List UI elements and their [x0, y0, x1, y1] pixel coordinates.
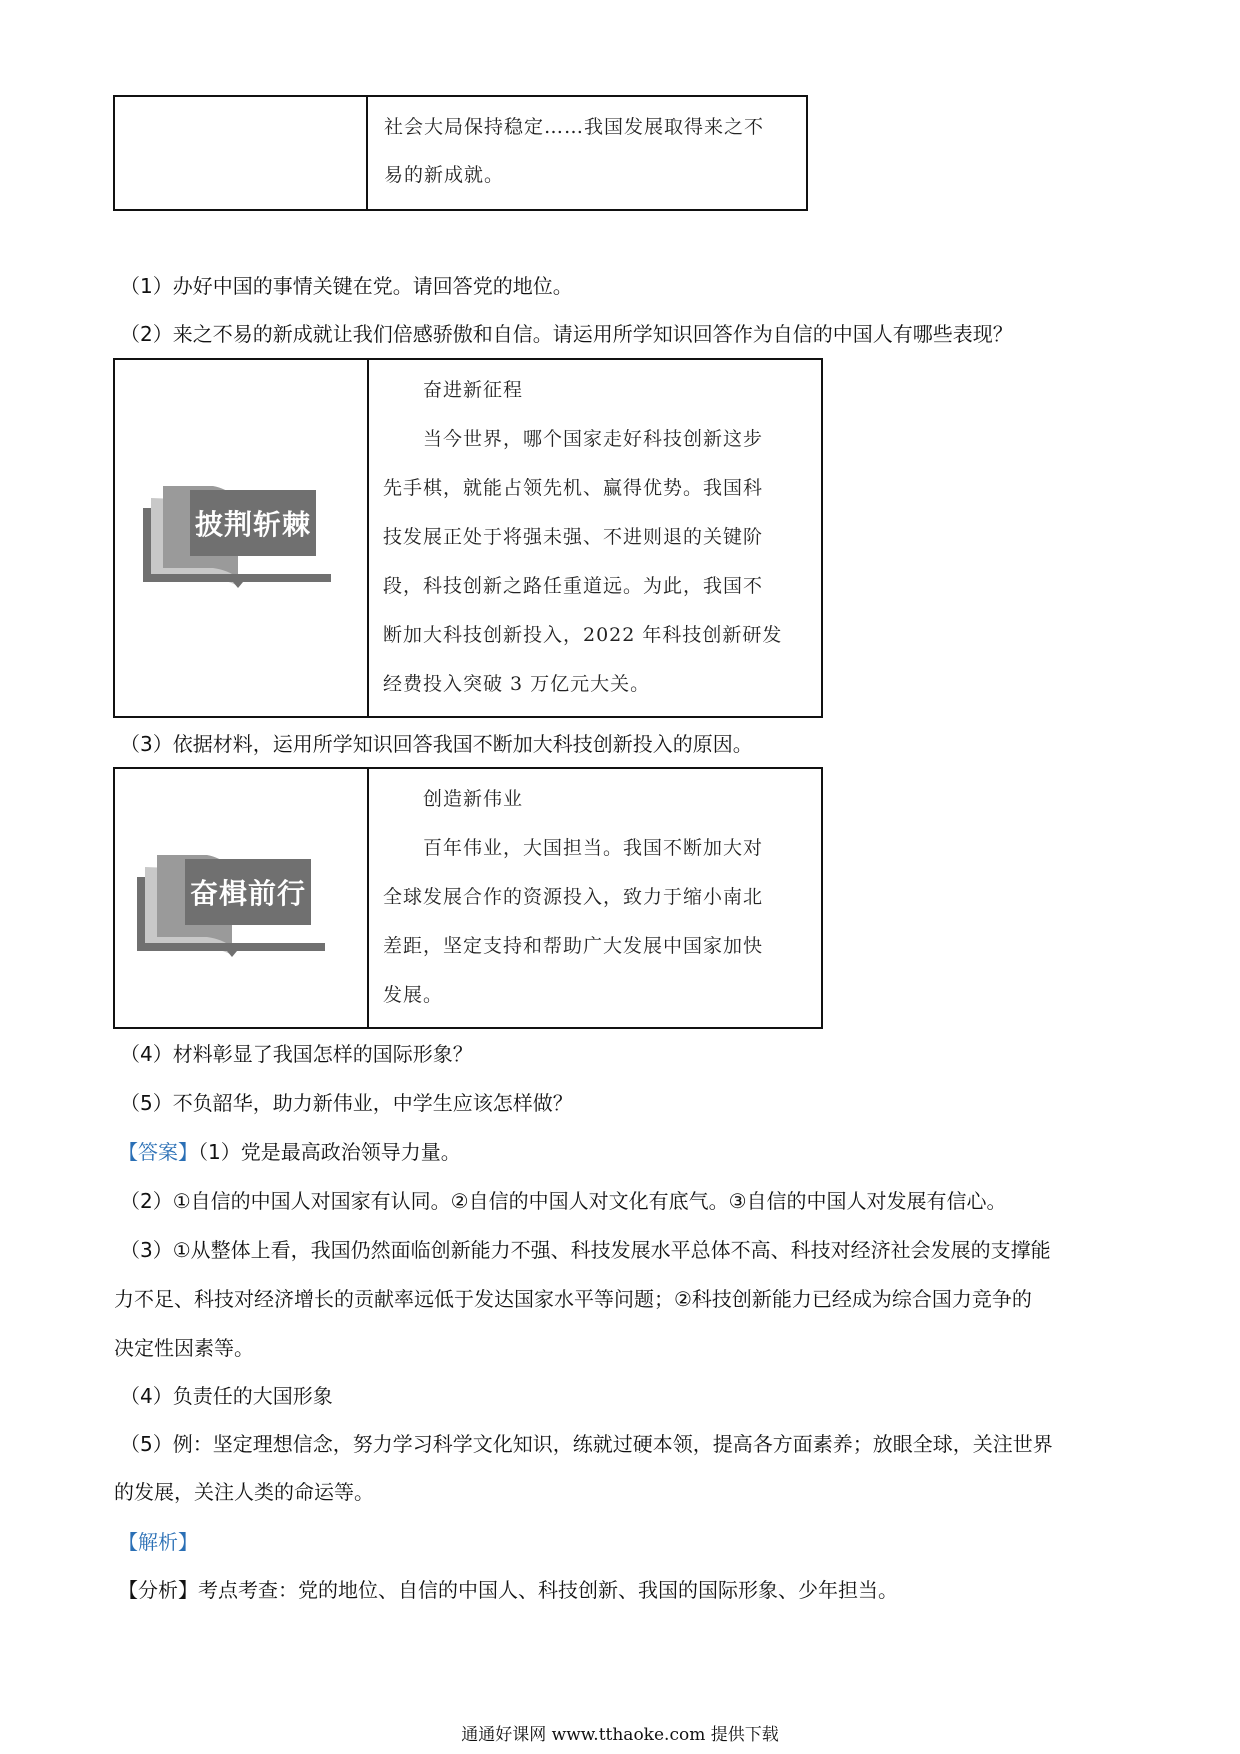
- answer-2: （2）①自信的中国人对国家有认同。②自信的中国人对文化有底气。③自信的中国人对发展有信心。: [120, 1189, 1007, 1213]
- answer-3-line-3: 决定性因素等。: [114, 1336, 254, 1360]
- logo-cell: [115, 360, 369, 716]
- logo-cell: [115, 769, 369, 1027]
- material-title: 创造新伟业: [423, 788, 524, 810]
- logo-label: 披荆斩棘: [190, 490, 316, 556]
- fenxi-label: 【分析】: [118, 1578, 198, 1602]
- question-2: （2）来之不易的新成就让我们倍感骄傲和自信。请运用所学知识回答作为自信的中国人有哪些表现？: [120, 322, 1013, 346]
- footer: 通通好课网 www.tthaoke.com 提供下载: [461, 1725, 779, 1745]
- text-line: 百年伟业，大国担当。我国不断加大对: [423, 837, 764, 859]
- answer-4: （4）负责任的大国形象: [120, 1384, 333, 1408]
- material-box-2: [113, 358, 823, 718]
- material-box-1-text: [368, 97, 806, 209]
- answer-5-line-2: 的发展，关注人类的命运等。: [114, 1480, 374, 1504]
- logo-label: 奋楫前行: [185, 859, 311, 925]
- material-box-3: [113, 767, 823, 1029]
- material-box-3-text: [369, 769, 821, 1027]
- text-line: 断加大科技创新投入，2022 年科技创新研发: [383, 624, 783, 646]
- fenxi-text: 考点考查：党的地位、自信的中国人、科技创新、我国的国际形象、少年担当。: [198, 1578, 898, 1602]
- question-5: （5）不负韶华，助力新伟业，中学生应该怎样做？: [120, 1091, 573, 1115]
- question-1: （1）办好中国的事情关键在党。请回答党的地位。: [120, 274, 573, 298]
- answer-label: 【答案】: [118, 1140, 198, 1164]
- question-4: （4）材料彰显了我国怎样的国际形象？: [120, 1042, 473, 1066]
- analysis-fenxi: [118, 1576, 898, 1604]
- answer-1: [118, 1138, 461, 1166]
- material-box-2-text: [369, 360, 821, 716]
- text-line: 段，科技创新之路任重道远。为此，我国不: [383, 575, 764, 597]
- text-line: 社会大局保持稳定……我国发展取得来之不: [384, 116, 765, 138]
- answer-5-line-1: （5）例：坚定理想信念，努力学习科学文化知识，练就过硬本领，提高各方面素养；放眼全球，关注世界: [120, 1432, 1053, 1456]
- answer-3-line-1: （3）①从整体上看，我国仍然面临创新能力不强、科技发展水平总体不高、科技对经济社会发展的支撑能: [120, 1238, 1051, 1262]
- material-box-1: [113, 95, 808, 211]
- text-line: 差距，坚定支持和帮助广大发展中国家加快: [383, 935, 764, 957]
- question-3: （3）依据材料，运用所学知识回答我国不断加大科技创新投入的原因。: [120, 732, 753, 756]
- text-line: 全球发展合作的资源投入，致力于缩小南北: [383, 886, 764, 908]
- material-box-1-empty-cell: [115, 97, 368, 209]
- text-line: 易的新成就。: [384, 164, 505, 186]
- text-line: 发展。: [383, 984, 444, 1006]
- answer-1-text: （1）党是最高政治领导力量。: [198, 1140, 461, 1164]
- text-line: 先手棋，就能占领先机、赢得优势。我国科: [383, 477, 764, 499]
- text-line: 当今世界，哪个国家走好科技创新这步: [423, 428, 764, 450]
- answer-3-line-2: 力不足、科技对经济增长的贡献率远低于发达国家水平等问题；②科技创新能力已经成为综合国力竞争的: [114, 1287, 1032, 1311]
- analysis-label: 【解析】: [118, 1530, 198, 1554]
- text-line: 经费投入突破 3 万亿元大关。: [383, 673, 651, 695]
- material-title: 奋进新征程: [423, 379, 524, 401]
- text-line: 技发展正处于将强未强、不进则退的关键阶: [383, 526, 764, 548]
